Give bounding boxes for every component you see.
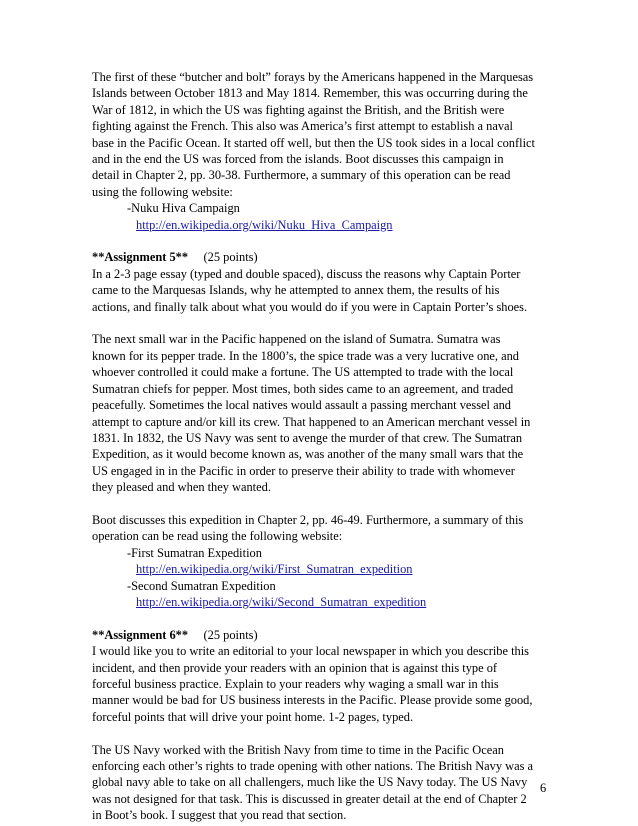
text-line: Islands between October 1813 and May 1814. Remember, this was occurring during the xyxy=(92,86,528,101)
text-line: base in the Pacific Ocean. It started off well, but then the US took sides in a local conflict xyxy=(92,135,535,150)
text-line: peacefully. Sometimes the local natives would assault a passing merchant vessel and xyxy=(92,398,511,413)
assignment-5-title: **Assignment 5** xyxy=(92,250,189,265)
assignment-6 xyxy=(92,627,552,725)
text-line: fighting against the French. This also was America’s first attempt to establish a naval xyxy=(92,119,513,134)
link-first-sumatran-expedition[interactable]: http://en.wikipedia.org/wiki/First_Sumatran_expedition xyxy=(136,562,413,577)
text-line: manner would be bad for US business interests in the Pacific. Please provide some good, xyxy=(92,693,533,708)
assignment-5 xyxy=(92,249,552,315)
list-item-second-sumatran: -Second Sumatran Expedition xyxy=(127,578,276,593)
assignment-6-title: **Assignment 6** xyxy=(92,627,189,642)
text-line: known for its pepper trade. In the 1800’s, the spice trade was a very lucrative one, and xyxy=(92,348,519,363)
list-item-nuku-hiva: -Nuku Hiva Campaign xyxy=(127,201,240,216)
text-line: Sumatran chiefs for pepper. Most times, both sides came to an agreement, and traded xyxy=(92,381,514,396)
text-line: operation can be read using the following website: xyxy=(92,529,343,544)
text-line: incident, and then provide your readers with an opinion that is against this type of xyxy=(92,660,498,675)
text-line: US engaged in in the Pacific in order to preserve their ability to trade with whomever xyxy=(92,463,515,478)
text-line: in Boot’s book. I suggest that you read that section. xyxy=(92,808,347,823)
text-line: I would like you to write an editorial to your local newspaper in which you describe this xyxy=(92,644,530,659)
text-line: 1831. In 1832, the US Navy was sent to avenge the murder of that crew. The Sumatran xyxy=(92,430,523,445)
text-line: detail in Chapter 2, pp. 30-38. Furthermore, a summary of this operation can be read xyxy=(92,168,511,183)
text-line: actions, and finally talk about what you would do if you were in Captain Porter’s shoes. xyxy=(92,299,528,314)
assignment-6-points: (25 points) xyxy=(203,627,258,642)
text-line: global navy able to take on all challengers, much like the US Navy today. The US Navy xyxy=(92,775,528,790)
text-line: came to the Marquesas Islands, why he attempted to annex them, the results of his xyxy=(92,283,500,298)
text-line: forceful business practice. Explain to your readers why waging a small war in this xyxy=(92,676,499,691)
link-second-sumatran-expedition[interactable]: http://en.wikipedia.org/wiki/Second_Sumatran_expedition xyxy=(136,594,427,609)
paragraph-marquesas xyxy=(92,69,552,233)
text-line: The next small war in the Pacific happened on the island of Sumatra. Sumatra was xyxy=(92,332,501,347)
text-line: The US Navy worked with the British Navy from time to time in the Pacific Ocean xyxy=(92,742,504,757)
text-line: forceful points that will drive your point home. 1-2 pages, typed. xyxy=(92,709,414,724)
list-item-first-sumatran: -First Sumatran Expedition xyxy=(127,545,262,560)
paragraph-sumatra xyxy=(92,331,552,495)
text-line: Expedition, as it would become known as, was another of the many small wars that the xyxy=(92,447,524,462)
text-line: was not designed for that task. This is discussed in greater detail at the end of Chapter 2 xyxy=(92,791,527,806)
text-line: using the following website: xyxy=(92,184,233,199)
document-body xyxy=(92,69,552,824)
text-line: attempt to capture and/or kill its crew. That happened to an American merchant vessel in xyxy=(92,414,531,429)
text-line: Boot discusses this expedition in Chapter 2, pp. 46-49. Furthermore, a summary of this xyxy=(92,512,524,527)
text-line: In a 2-3 page essay (typed and double spaced), discuss the reasons why Captain Porter xyxy=(92,266,521,281)
paragraph-navy xyxy=(92,742,552,824)
text-line: enforcing each other’s rights to trade opening with other nations. The British Navy was a xyxy=(92,758,534,773)
assignment-5-points: (25 points) xyxy=(203,250,258,265)
page-number: 6 xyxy=(540,781,547,795)
text-line: they pleased and when they wanted. xyxy=(92,480,271,495)
paragraph-expedition-reading xyxy=(92,512,552,610)
text-line: whoever controlled it could make a fortune. The US attempted to trade with the local xyxy=(92,365,514,380)
text-line: War of 1812, in which the US was fighting against the British, and the British were xyxy=(92,102,505,117)
assignment-heading-line xyxy=(92,249,552,265)
assignment-heading-line xyxy=(92,627,552,643)
text-line: The first of these “butcher and bolt” forays by the Americans happened in the Marquesas xyxy=(92,70,534,84)
text-line: and in the end the US was forced from the islands. Boot discusses this campaign in xyxy=(92,152,504,167)
link-nuku-hiva-campaign[interactable]: http://en.wikipedia.org/wiki/Nuku_Hiva_Campaign xyxy=(136,217,393,232)
